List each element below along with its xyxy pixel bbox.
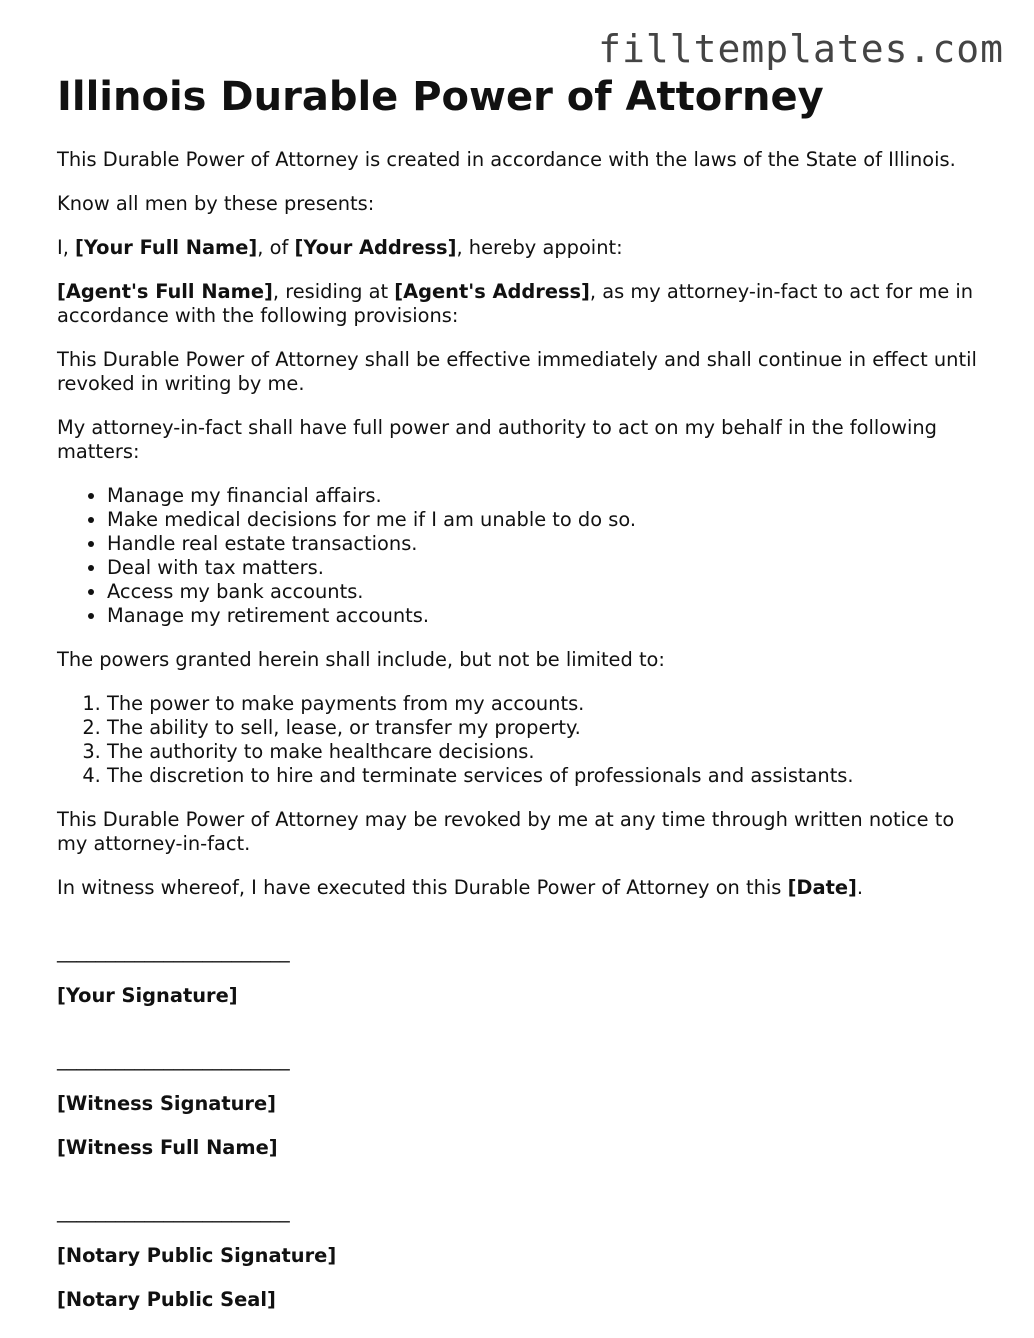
document-title: Illinois Durable Power of Attorney xyxy=(57,74,824,120)
agent-address-field: [Agent's Address] xyxy=(394,280,590,303)
powers-list xyxy=(57,692,987,788)
notary-signature-label: [Notary Public Signature] xyxy=(57,1244,337,1267)
list-item: • Manage my financial affairs. xyxy=(107,484,987,508)
witness-suffix: . xyxy=(856,876,864,899)
list-item: 4. The discretion to hire and terminate services of professionals and assistants. xyxy=(107,764,987,788)
appoint-suffix: , hereby appoint: xyxy=(456,236,623,259)
appoint-paragraph xyxy=(57,236,987,260)
document-body xyxy=(57,72,987,1332)
effective-paragraph: This Durable Power of Attorney shall be effective immediately and shall continue in effect until revoked in writing by me. xyxy=(57,348,977,395)
appoint-prefix: I, xyxy=(57,236,76,259)
witness-full-name-label: [Witness Full Name] xyxy=(57,1136,278,1159)
agent-full-name-field: [Agent's Full Name] xyxy=(57,280,273,303)
witness-signature-label: [Witness Signature] xyxy=(57,1092,276,1115)
witness-signature-line: ________________________ xyxy=(57,1048,290,1071)
watermark: filltemplates.com xyxy=(598,27,1004,71)
list-item: • Manage my retirement accounts. xyxy=(107,604,987,628)
list-item: 2. The ability to sell, lease, or transfer my property. xyxy=(107,716,987,740)
witness-paragraph xyxy=(57,876,987,900)
list-item: 3. The authority to make healthcare decisions. xyxy=(107,740,987,764)
list-item: • Handle real estate transactions. xyxy=(107,532,987,556)
list-item: • Make medical decisions for me if I am unable to do so. xyxy=(107,508,987,532)
witness-prefix: In witness whereof, I have executed this Durable Power of Attorney on this xyxy=(57,876,788,899)
date-field: [Date] xyxy=(787,876,857,899)
powers-intro: The powers granted herein shall include, but not be limited to: xyxy=(57,648,665,671)
notary-signature-line: ________________________ xyxy=(57,1200,290,1223)
agent-suffix: , as my attorney-in-fact to act for me in accordance with the following provisions: xyxy=(57,280,974,327)
intro-paragraph: This Durable Power of Attorney is created in accordance with the laws of the State of Illinois. xyxy=(57,148,956,171)
know-all-paragraph: Know all men by these presents: xyxy=(57,192,375,215)
list-item: • Deal with tax matters. xyxy=(107,556,987,580)
agent-mid: , residing at xyxy=(272,280,395,303)
appoint-mid: , of xyxy=(257,236,295,259)
your-address-field: [Your Address] xyxy=(294,236,457,259)
your-signature-label: [Your Signature] xyxy=(57,984,238,1007)
your-full-name-field: [Your Full Name] xyxy=(75,236,258,259)
notary-seal-label: [Notary Public Seal] xyxy=(57,1288,276,1311)
list-item: 1. The power to make payments from my accounts. xyxy=(107,692,987,716)
signature-line: ________________________ xyxy=(57,940,290,963)
authority-intro: My attorney-in-fact shall have full power and authority to act on my behalf in the following matters: xyxy=(57,416,937,463)
revocation-paragraph: This Durable Power of Attorney may be revoked by me at any time through written notice to my attorney-in-fact. xyxy=(57,808,955,855)
agent-paragraph xyxy=(57,280,987,328)
list-item: • Access my bank accounts. xyxy=(107,580,987,604)
matters-list xyxy=(57,484,987,628)
